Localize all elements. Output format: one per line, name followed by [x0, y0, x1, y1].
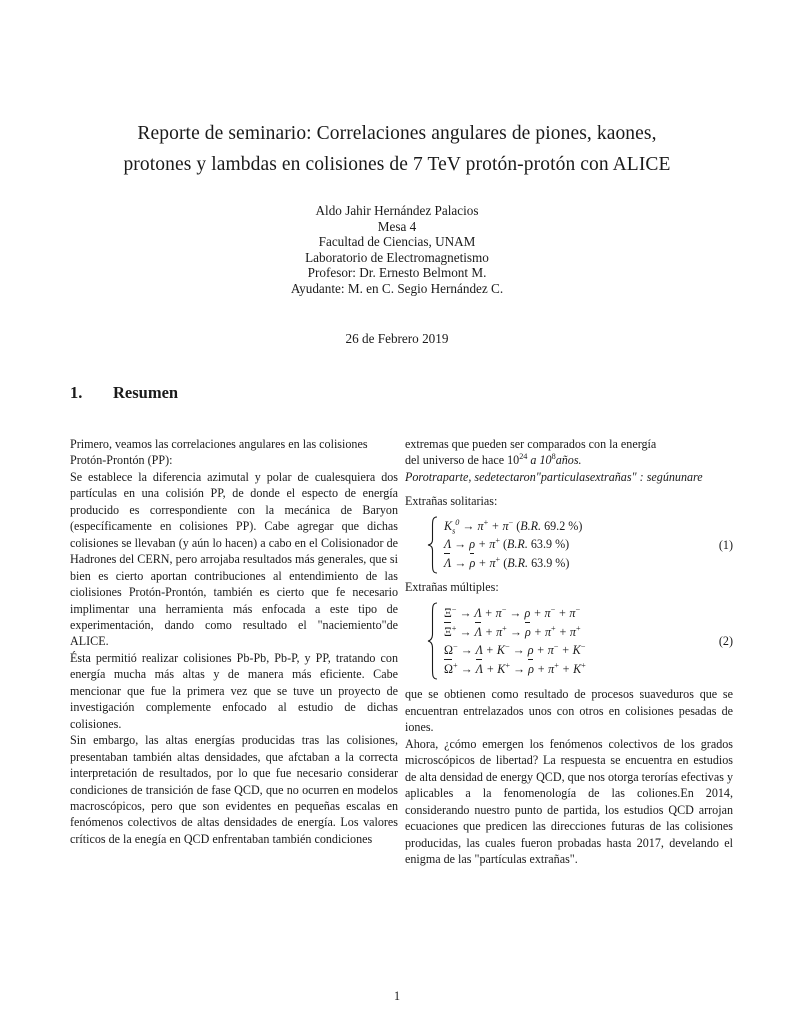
author-lab: Laboratorio de Electromagnetismo: [305, 249, 489, 265]
equation-line: Λ → ρ + π+ (B.R. 63.9 %): [444, 554, 582, 573]
paragraph: Ésta permitió realizar colisiones Pb-Pb, Pb-P, y PP, tratando con energía mucha más altas y de manera más eficiente. Cabe mencionar que fue la primera vez que se tuve un proyecto de investigación complemente enfocado al estudio de dichas colisiones.: [70, 650, 398, 731]
right-column: [405, 436, 733, 867]
section-number: 1.: [70, 383, 83, 402]
left-column: [70, 436, 398, 847]
equation-2-body: [405, 604, 733, 678]
label-extranas-multiples: Extrañas múltiples:: [405, 579, 499, 594]
universe-age-post: años.: [555, 453, 582, 468]
paragraph-intro-line: extremas que pueden ser comparados con la energía: [405, 437, 657, 451]
author-professor: Profesor: Dr. Ernesto Belmont M.: [307, 265, 487, 281]
paragraph: que se obtienen como resultado de procesos suaveduros que se encuentran entrelazados unos con otros en colisiones pesadas de iones.: [405, 687, 733, 735]
page-title: [62, 118, 732, 180]
equation-2-lines: [439, 604, 586, 678]
paragraph: Ahora, ¿cómo emergen los fenómenos colectivos de los grados microscópicos de libertad? La respuesta se encuentra en estudios de alta densidad de energy QCD, que nos otorga terorías efectivas y aplicables a la fenomenología de las coliones.En 2014, considerando nuestro punto de partida, los estudios QCD arrojan ecuaciones que predicen las direcciones futuras de las colisiones producidas, las cuales fueron probadas hasta 2017, develando el enigma de las "partículas extrañas".: [405, 736, 733, 866]
equation-line: Ω− → Λ + K− → ρ + π− + K−: [444, 642, 586, 658]
equation-2-tag: (2): [718, 634, 733, 649]
section-title: Resumen: [113, 383, 179, 402]
equation-1-body: [405, 517, 733, 573]
italic-overflow-line: Porotraparte, sedetectaron"particulasextrañas" : segúnunare: [405, 469, 703, 484]
universe-age-exp-1: 24: [519, 452, 528, 462]
paragraph: Primero, veamos las correlaciones angulares en las colisiones Protón-Prontón (PP):: [70, 437, 368, 468]
title-line-1: Reporte de seminario: Correlaciones angulares de piones, kaones,: [137, 123, 657, 144]
equation-2: [405, 604, 733, 678]
equation-1: [405, 517, 733, 573]
equation-line: Ξ− → Λ + π− → ρ + π− + π−: [444, 605, 581, 621]
left-brace-icon: [427, 604, 439, 678]
section-heading: [70, 383, 178, 403]
author-name: Aldo Jahir Hernández Palacios: [315, 203, 479, 218]
equation-line: Λ → ρ + π+ (B.R. 63.9 %): [444, 536, 570, 552]
paragraph: Se establece la diferencia azimutal y polar de cualesquiera dos partículas en una colisión PP, de donde el especto de energía producido es correspondiente con la mecánica de Baryon (específicamente en colisiones PP). Cabe agregar que dichas colisiones se llevaban (y aún lo hacen) a cabo en el Colisionador de Hadrones del CERN, pero arrojaba resultados más generales, que si bien es cierto aportan contribuciones al entendimiento de las ciolisiones Protón-Prontón, también es cierto que fe necesario implimentar una herramienta más enfocada a este tipo de experimentación, dando como resultado el "naciemiento"de ALICE.: [70, 469, 398, 649]
left-brace-icon: [427, 517, 439, 573]
universe-age-exp-2: 8: [551, 452, 556, 462]
author-block: [62, 203, 732, 297]
equation-1-lines: [439, 517, 582, 573]
equation-line: Ω+ → Λ + K+ → ρ + π+ + K+: [444, 660, 586, 679]
author-faculty: Facultad de Ciencias, UNAM: [318, 234, 476, 250]
title-line-2: protones y lambdas en colisiones de 7 TeV protón-protón con ALICE: [123, 154, 671, 175]
equation-line: Ξ+ → Λ + π+ → ρ + π+ + π+: [444, 623, 586, 642]
universe-age-pre: del universo de hace 10: [405, 453, 520, 468]
equation-1-tag: (1): [718, 537, 733, 552]
document-date: 26 de Febrero 2019: [345, 331, 449, 346]
author-mesa: Mesa 4: [377, 218, 417, 234]
equation-line: $K_s^0 \to \pi^+ + \pi^-$ (B.R. 69.2 %): [444, 517, 583, 536]
universe-age-mid: a 10: [527, 453, 552, 468]
paragraph: Sin embargo, las altas energías producidas tras las colisiones, presentaban también altas densidades, que afctaban a la correcta interpretación de resultados, por lo que fue necesario considerar condiciones de transición de fase QCD, que no ocurren en modelos macroscópicos, pero que son evidentes en pequeñas escalas en fenómenos colectivos de altas densidades de energía. Los valores críticos de la enegía en QCD enfrentaban también condiciones: [70, 733, 398, 846]
paragraph-universe-age: [405, 452, 733, 468]
page-number: 1: [393, 989, 401, 1003]
author-assistant: Ayudante: M. en C. Segio Hernández C.: [290, 280, 504, 296]
label-extranas-solitarias: Extrañas solitarias:: [405, 494, 498, 509]
